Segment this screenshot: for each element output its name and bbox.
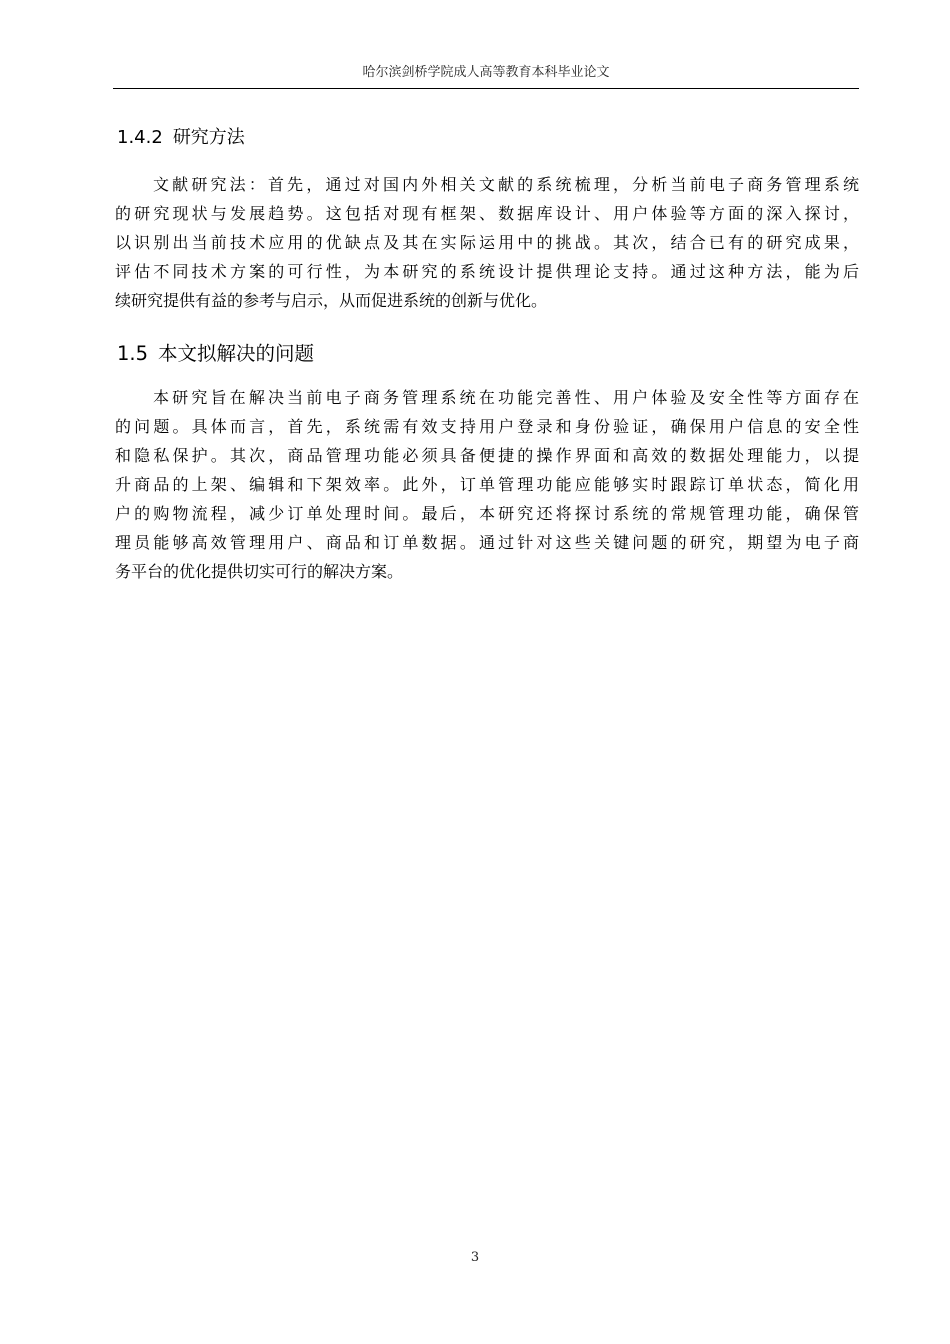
section-heading-1-4-2 bbox=[117, 124, 245, 152]
paragraph-line: 文献研究法：首先，通过对国内外相关文献的系统梳理，分析当前电子商务管理系统 bbox=[153, 175, 859, 194]
section-number: 1.5 bbox=[117, 342, 149, 365]
page-number: 3 bbox=[470, 1250, 480, 1265]
section-heading-1-5 bbox=[117, 340, 314, 368]
paragraph-line: 本研究旨在解决当前电子商务管理系统在功能完善性、用户体验及安全性等方面存在 bbox=[153, 388, 859, 407]
paragraph-problems bbox=[115, 383, 859, 586]
section-number: 1.4.2 bbox=[117, 127, 163, 148]
page-header: 哈尔滨剑桥学院成人高等教育本科毕业论文 bbox=[113, 62, 859, 89]
paragraph-line: 的问题。具体而言，首先，系统需有效支持用户登录和身份验证，确保用户信息的安全性 bbox=[115, 417, 859, 436]
section-title: 研究方法 bbox=[172, 127, 245, 148]
section-title: 本文拟解决的问题 bbox=[158, 342, 315, 365]
paragraph-line: 以识别出当前技术应用的优缺点及其在实际运用中的挑战。其次，结合已有的研究成果， bbox=[115, 233, 859, 252]
paragraph-line: 评估不同技术方案的可行性，为本研究的系统设计提供理论支持。通过这种方法，能为后 bbox=[115, 262, 859, 281]
paragraph-research-method bbox=[115, 170, 859, 315]
paragraph-line: 户的购物流程，减少订单处理时间。最后，本研究还将探讨系统的常规管理功能，确保管 bbox=[115, 504, 859, 523]
paragraph-line: 续研究提供有益的参考与启示，从而促进系统的创新与优化。 bbox=[115, 291, 548, 310]
paragraph-line: 理员能够高效管理用户、商品和订单数据。通过针对这些关键问题的研究，期望为电子商 bbox=[115, 533, 859, 552]
paragraph-line: 和隐私保护。其次，商品管理功能必须具备便捷的操作界面和高效的数据处理能力，以提 bbox=[115, 446, 859, 465]
paragraph-line: 升商品的上架、编辑和下架效率。此外，订单管理功能应能够实时跟踪订单状态，简化用 bbox=[115, 475, 859, 494]
paragraph-line: 的研究现状与发展趋势。这包括对现有框架、数据库设计、用户体验等方面的深入探讨， bbox=[115, 204, 859, 223]
paragraph-line: 务平台的优化提供切实可行的解决方案。 bbox=[115, 562, 404, 581]
